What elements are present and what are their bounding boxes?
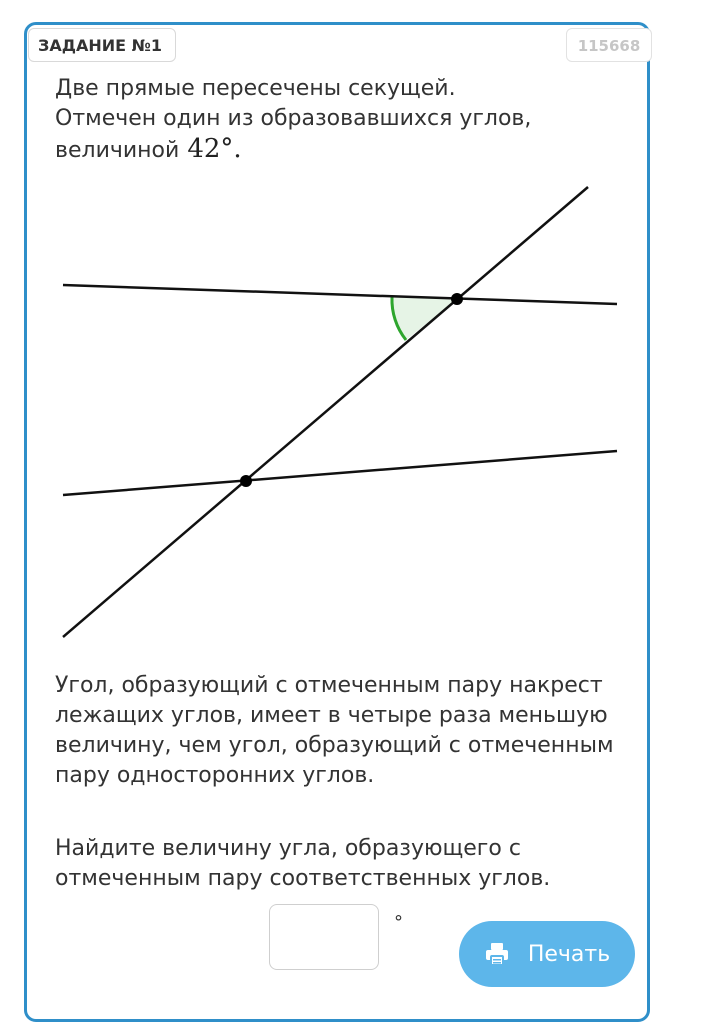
task-condition: Угол, образующий с отмеченным пару накрест лежащих углов, имеет в четыре раза меньшую величину, чем угол, образующий с отмеченным пару односторонних углов. bbox=[55, 673, 614, 788]
task-number-label: ЗАДАНИЕ №1 bbox=[28, 28, 176, 62]
angle-value: 42°. bbox=[187, 134, 242, 164]
printer-icon bbox=[484, 941, 510, 967]
statement-line-1: Две прямые пересечены секущей. bbox=[55, 76, 456, 101]
statement-line-3: величиной bbox=[55, 138, 180, 163]
task-statement bbox=[55, 74, 615, 166]
statement-line-2: Отмечен один из образовавшихся углов, bbox=[55, 106, 532, 131]
print-button-label: Печать bbox=[527, 941, 611, 967]
task-question: Найдите величину угла, образующего с отмеченным пару соответственных углов. bbox=[55, 836, 551, 891]
answer-input[interactable] bbox=[269, 904, 379, 970]
print-button[interactable] bbox=[459, 921, 635, 987]
degree-unit: ° bbox=[394, 912, 403, 933]
task-id-label: 115668 bbox=[566, 28, 652, 62]
